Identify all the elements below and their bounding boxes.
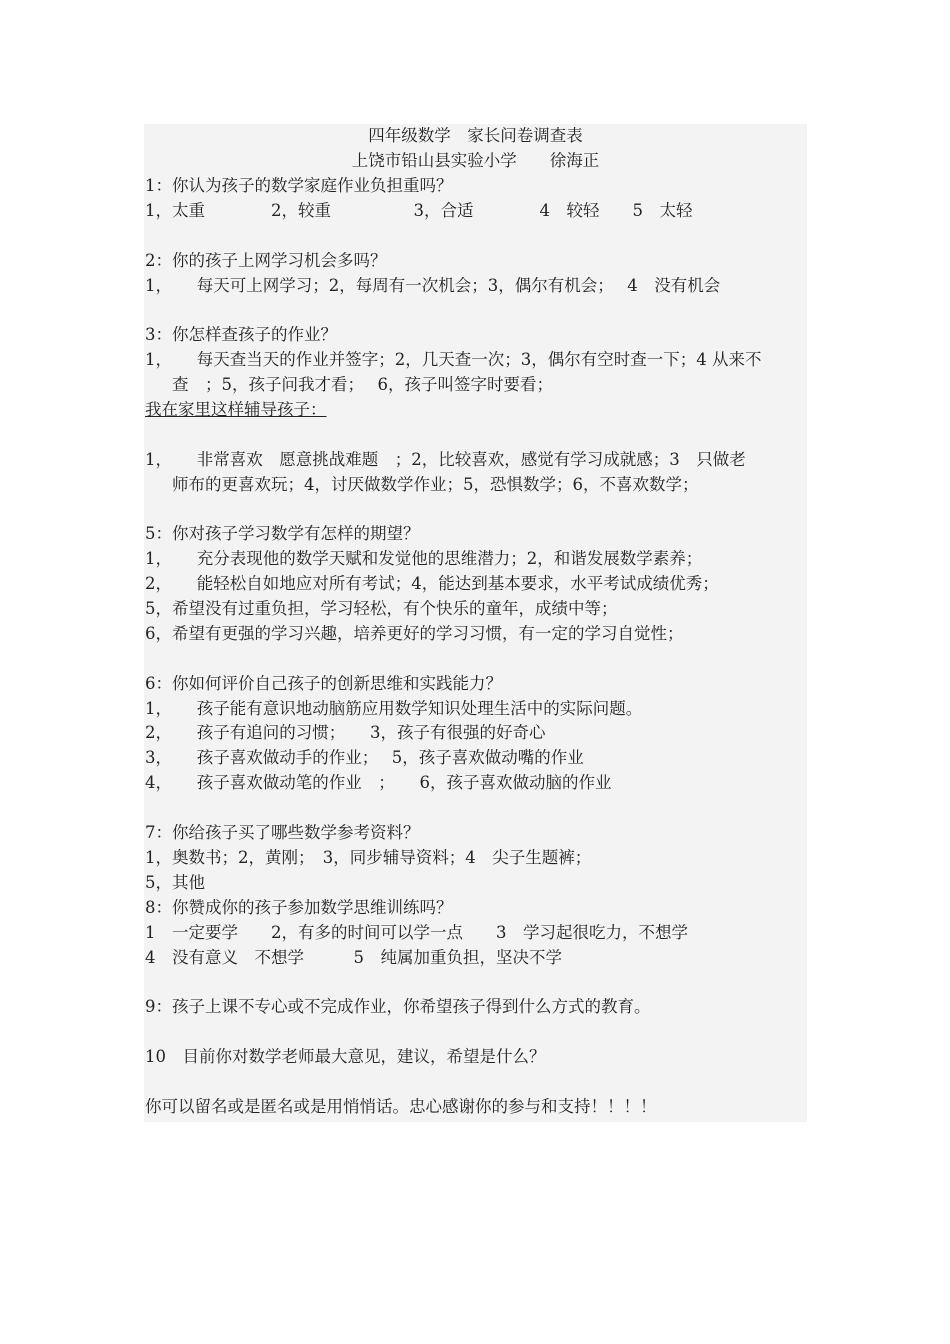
question-7-option-a: 1，奥数书；2，黄刚； 3，同步辅导资料；4 尖子生题裤；: [145, 848, 592, 867]
page-title: 四年级数学 家长问卷调查表: [368, 126, 583, 145]
closing-note: 你可以留名或是匿名或是用悄悄话。忠心感谢你的参与和支持！！！！: [145, 1097, 657, 1116]
question-6: 6：你如何评价自己孩子的创新思维和实践能力？: [145, 674, 502, 693]
question-5-option-c: 5，希望没有过重负担，学习轻松，有个快乐的童年，成绩中等；: [145, 599, 618, 618]
question-6-option-a: 1， 孩子能有意识地动脑筋应用数学知识处理生活中的实际问题。: [145, 699, 643, 718]
question-3-options-cont: 查 ；5，孩子问我才看； 6，孩子叫签字时要看；: [172, 375, 553, 394]
question-5-option-b: 2， 能轻松自如地应对所有考试；4，能达到基本要求，水平考试成绩优秀；: [145, 574, 719, 593]
question-2: 2：你的孩子上网学习机会多吗？: [145, 251, 387, 270]
question-8-option-b: 4 没有意义 不想学 5 纯属加重负担，坚决不学: [145, 948, 562, 967]
question-1: 1：你认为孩子的数学家庭作业负担重吗？: [145, 176, 453, 195]
question-5-option-d: 6，希望有更强的学习兴趣，培养更好的学习习惯，有一定的学习自觉性；: [145, 624, 684, 643]
question-10: 10 目前你对数学老师最大意见，建议，希望是什么？: [145, 1047, 546, 1066]
question-3: 3：你怎样查孩子的作业？: [145, 325, 337, 344]
question-4-options: 1， 非常喜欢 愿意挑战难题 ；2，比较喜欢，感觉有学习成就感；3 只做老: [145, 450, 746, 469]
question-9: 9：孩子上课不专心或不完成作业，你希望孩子得到什么方式的教育。: [145, 997, 651, 1016]
question-5: 5：你对孩子学习数学有怎样的期望？: [145, 524, 420, 543]
question-8: 8：你赞成你的孩子参加数学思维训练吗？: [145, 898, 453, 917]
question-7-option-b: 5，其他: [145, 873, 205, 892]
question-5-option-a: 1， 充分表现他的数学天赋和发觉他的思维潜力；2，和谐发展数学素养；: [145, 549, 703, 568]
question-7: 7：你给孩子买了哪些数学参考资料？: [145, 823, 420, 842]
page-subtitle: 上饶市铅山县实验小学 徐海正: [351, 151, 600, 170]
question-2-options: 1， 每天可上网学习；2，每周有一次机会；3，偶尔有机会； 4 没有机会: [145, 276, 721, 295]
question-4-options-cont: 师布的更喜欢玩；4，讨厌做数学作业；5，恐惧数学；6，不喜欢数学；: [172, 475, 699, 494]
question-3-options: 1， 每天查当天的作业并签字；2，几天查一次；3，偶尔有空时查一下；4 从来不: [145, 350, 762, 369]
question-1-options: 1，太重 2，较重 3，合适 4 较轻 5 太轻: [145, 201, 693, 220]
question-6-option-b: 2， 孩子有追问的习惯； 3，孩子有很强的好奇心: [145, 723, 546, 742]
question-4-heading: 我在家里这样辅导孩子：: [145, 400, 327, 419]
question-6-option-c: 3， 孩子喜欢做动手的作业； 5，孩子喜欢做动嘴的作业: [145, 748, 584, 767]
question-8-option-a: 1 一定要学 2，有多的时间可以学一点 3 学习起很吃力，不想学: [145, 923, 688, 942]
question-6-option-d: 4， 孩子喜欢做动笔的作业 ； 6，孩子喜欢做动脑的作业: [145, 773, 612, 792]
